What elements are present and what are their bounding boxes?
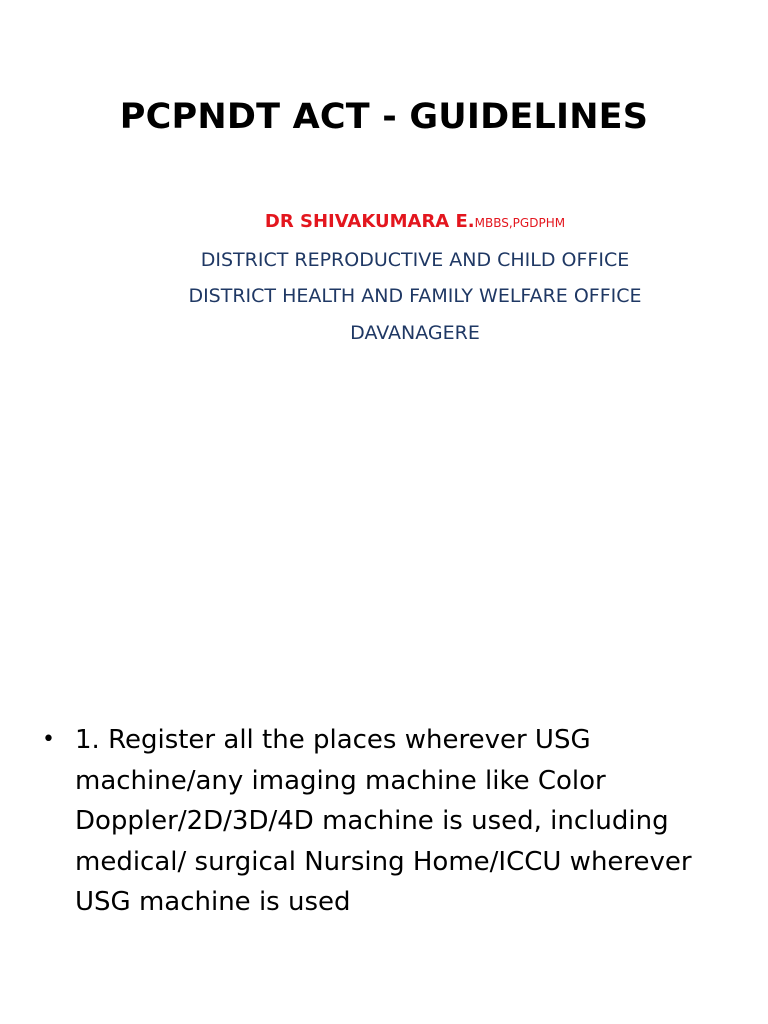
slide-subtitle xyxy=(120,203,710,351)
slide-title: PCPNDT ACT - GUIDELINES xyxy=(119,97,649,137)
author-name: DR SHIVAKUMARA E. xyxy=(264,211,475,232)
affiliation-line: DAVANAGERE xyxy=(350,321,480,344)
affiliation-line: DISTRICT REPRODUCTIVE AND CHILD OFFICE xyxy=(200,248,630,271)
bullet-text: 1. Register all the places wherever USG machine/any imaging machine like Color Doppler/2D/3D/4D machine is used, including medical/ surgical Nursing Home/ICCU wherever USG machine is used xyxy=(75,725,692,917)
author-line xyxy=(120,203,710,242)
bullet-list xyxy=(42,720,732,923)
bullet-item xyxy=(42,720,732,923)
author-qualifications: MBBS,PGDPHM xyxy=(474,216,566,230)
bullet-marker: • xyxy=(42,727,55,752)
affiliation-line: DISTRICT HEALTH AND FAMILY WELFARE OFFICE xyxy=(188,285,642,307)
